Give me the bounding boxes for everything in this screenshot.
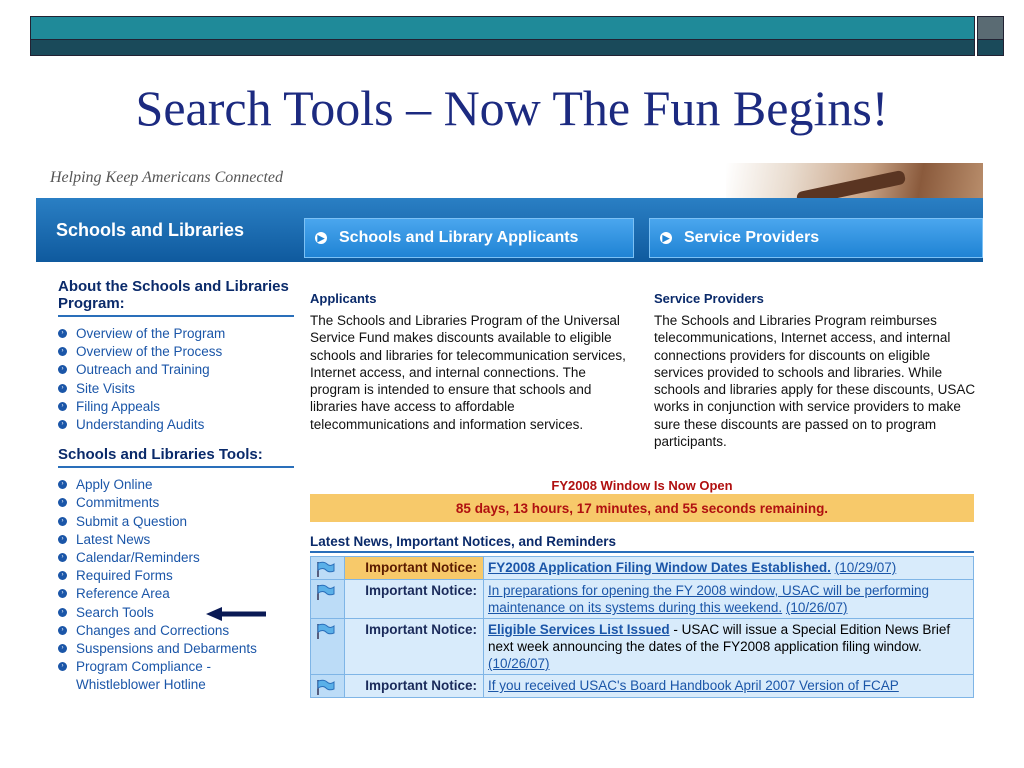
sidebar-link[interactable]: [58, 640, 294, 658]
pointer-arrow-icon: [206, 607, 266, 621]
flag-icon: [315, 679, 335, 695]
bullet-arrow-icon: ›: [58, 402, 67, 411]
bullet-arrow-icon: ›: [58, 347, 67, 356]
tools-heading: Schools and Libraries Tools:: [58, 446, 294, 468]
bullet-arrow-icon: ›: [58, 384, 67, 393]
sidebar-link-label: Submit a Question: [76, 513, 188, 529]
sidebar-link[interactable]: [58, 476, 294, 494]
sidebar-link[interactable]: [58, 380, 294, 398]
sidebar-link[interactable]: [58, 549, 294, 567]
news-heading: Latest News, Important Notices, and Reminders: [310, 534, 974, 553]
news-flag-cell: [311, 675, 345, 698]
news-label: Important Notice:: [345, 557, 484, 580]
news-row: [311, 619, 974, 675]
usac-website-screenshot: [36, 163, 983, 719]
tools-links: [58, 476, 294, 694]
left-sidebar: [58, 278, 294, 703]
applicants-text: The Schools and Libraries Program of the Universal Service Fund makes discounts available to eligible schools and libraries for telecommunication services, Internet access, and internal connections. The program is intended to ensure that schools and libraries have access to affordable telecommunications and information services.: [310, 313, 626, 432]
news-flag-cell: [311, 619, 345, 675]
bullet-arrow-icon: ›: [58, 553, 67, 562]
providers-text: The Schools and Libraries Program reimburses telecommunications, Internet access, and internal connections providers for discounts on eligible services provided to schools and libraries. While schools and libraries apply for these discounts, USAC works in conjunction with service providers to make sure these discounts are passed on to program participants.: [654, 313, 976, 450]
sidebar-link[interactable]: [58, 416, 294, 434]
news-flag-cell: [311, 557, 345, 580]
countdown-banner: 85 days, 13 hours, 17 minutes, and 55 seconds remaining.: [310, 494, 974, 522]
applicants-heading: Applicants: [310, 291, 377, 306]
news-message: [484, 580, 974, 619]
sidebar-link[interactable]: [58, 622, 294, 640]
flag-icon: [315, 623, 335, 639]
sidebar-link-label: Reference Area: [76, 586, 170, 602]
sidebar-link[interactable]: [58, 361, 294, 379]
site-tagline: Helping Keep Americans Connected: [50, 169, 283, 186]
sidebar-link-label: Site Visits: [76, 380, 136, 396]
news-body-link[interactable]: If you received USAC's Board Handbook April 2007 Version of FCAP: [488, 678, 899, 693]
providers-heading: Service Providers: [654, 291, 764, 306]
arrow-right-icon: ▶: [660, 232, 672, 244]
news-title-link[interactable]: FY2008 Application Filing Window Dates Established.: [488, 560, 831, 575]
bullet-arrow-icon: ›: [58, 420, 67, 429]
sidebar-link[interactable]: [58, 325, 294, 343]
news-message: [484, 557, 974, 580]
news-row: [311, 675, 974, 698]
sidebar-link-label: Apply Online: [76, 477, 153, 493]
news-label: Important Notice:: [345, 580, 484, 619]
sidebar-link-label: Understanding Audits: [76, 417, 205, 433]
sidebar-link[interactable]: [58, 513, 294, 531]
about-links: [58, 325, 294, 434]
window-open-notice: FY2008 Window Is Now Open: [551, 478, 733, 493]
bullet-arrow-icon: ›: [58, 329, 67, 338]
bullet-arrow-icon: ›: [58, 608, 67, 617]
flag-icon: [315, 584, 335, 600]
sidebar-link[interactable]: [58, 494, 294, 512]
sidebar-link-label: Program Compliance - Whistleblower Hotline: [76, 659, 212, 693]
sidebar-link-label: Overview of the Program: [76, 326, 226, 341]
news-body: - USAC will issue a Special Edition News Brief next week announcing the dates of the FY2008 application filing window.: [488, 622, 951, 654]
sidebar-link-label: Suspensions and Debarments: [76, 641, 257, 657]
tab-applicants[interactable]: [304, 218, 634, 258]
slide-top-bar: [30, 16, 1005, 56]
about-heading: About the Schools and Libraries Program:: [58, 278, 294, 317]
news-row: [311, 557, 974, 580]
bullet-arrow-icon: ›: [58, 365, 67, 374]
sidebar-link[interactable]: [58, 567, 294, 585]
sidebar-link-label: Commitments: [76, 495, 160, 511]
sidebar-link-label: Outreach and Training: [76, 362, 210, 378]
sidebar-link-label: Required Forms: [76, 568, 173, 584]
tab-service-providers-label: Service Providers: [684, 229, 820, 246]
news-table: [310, 556, 974, 698]
news-body-link[interactable]: In preparations for opening the FY 2008 window, USAC will be performing maintenance on its systems during this weekend.: [488, 583, 929, 615]
tab-service-providers[interactable]: [649, 218, 983, 258]
news-label: Important Notice:: [345, 675, 484, 698]
header-photo: [726, 163, 983, 203]
sidebar-link[interactable]: [58, 343, 294, 361]
bullet-arrow-icon: ›: [58, 571, 67, 580]
site-nav-bar: [36, 198, 983, 262]
news-message: [484, 619, 974, 675]
sidebar-link-label: Latest News: [76, 531, 151, 547]
bullet-arrow-icon: ›: [58, 480, 67, 489]
sidebar-link[interactable]: [58, 531, 294, 549]
news-date[interactable]: (10/26/07): [488, 656, 550, 671]
news-row: [311, 580, 974, 619]
sidebar-link[interactable]: [58, 658, 294, 694]
bullet-arrow-icon: ›: [58, 644, 67, 653]
bullet-arrow-icon: ›: [58, 517, 67, 526]
slide-title: Search Tools – Now The Fun Begins!: [135, 80, 889, 136]
bullet-arrow-icon: ›: [58, 589, 67, 598]
sidebar-link[interactable]: [58, 585, 294, 603]
news-date[interactable]: (10/29/07): [834, 560, 897, 575]
bullet-arrow-icon: ›: [58, 662, 67, 671]
sidebar-link[interactable]: [58, 398, 294, 416]
tab-applicants-label: Schools and Library Applicants: [339, 229, 579, 246]
bullet-arrow-icon: ›: [58, 498, 67, 507]
bullet-arrow-icon: ›: [58, 626, 67, 635]
sidebar-link-label: Search Tools: [76, 604, 154, 620]
news-flag-cell: [311, 580, 345, 619]
news-date[interactable]: (10/26/07): [785, 600, 848, 615]
bullet-arrow-icon: ›: [58, 535, 67, 544]
sidebar-link-label: Changes and Corrections: [76, 622, 230, 638]
site-brand: Schools and Libraries: [56, 220, 245, 240]
arrow-right-icon: ▶: [315, 232, 327, 244]
sidebar-link-label: Filing Appeals: [76, 398, 161, 414]
sidebar-link-label: Calendar/Reminders: [76, 550, 200, 566]
sidebar-link-label: Overview of the Process: [76, 344, 223, 360]
news-title-link[interactable]: Eligible Services List Issued: [488, 622, 670, 637]
news-label: Important Notice:: [345, 619, 484, 675]
flag-icon: [315, 561, 335, 577]
news-message: [484, 675, 974, 698]
